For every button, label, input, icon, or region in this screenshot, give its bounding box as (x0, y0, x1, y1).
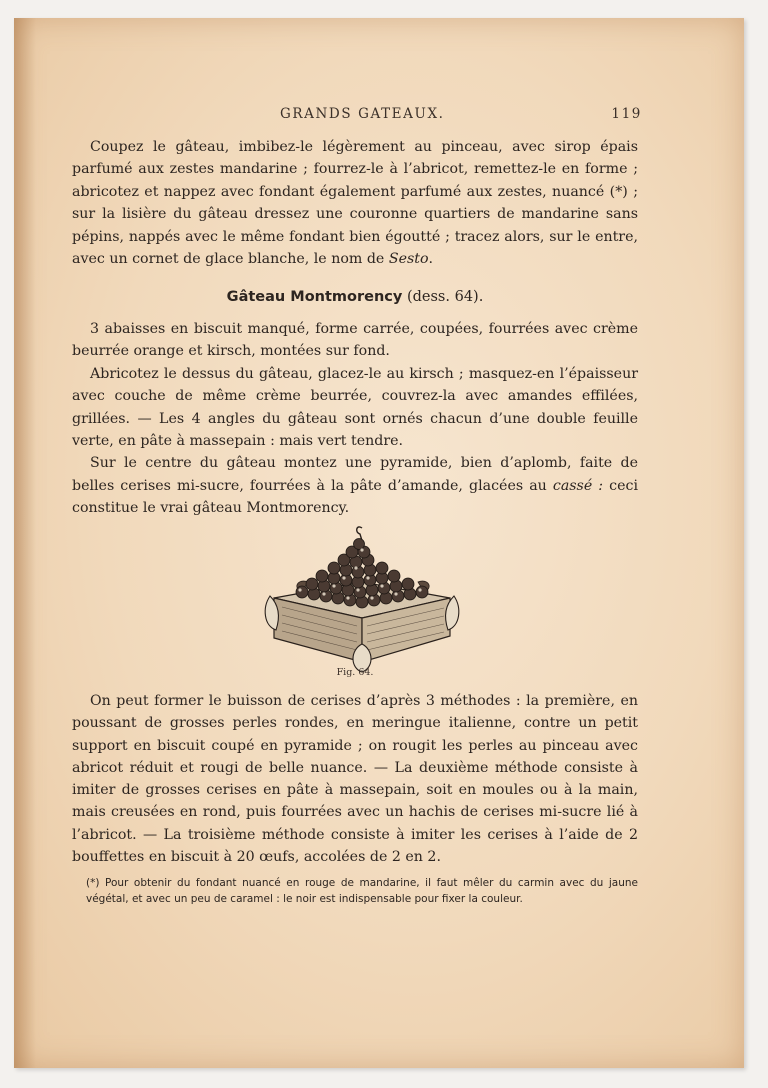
paragraph-abricotez: Abricotez le dessus du gâteau, glacez-le au kirsch ; masquez-en l’épaisseur avec couche de même crème beurrée, couvrez-la avec amandes effilées, grillées. — Les 4 angles du gâteau sont ornés chacun d’une double feuille verte, en pâte à massepain : mais vert tendre. (72, 365, 638, 450)
footnote (86, 875, 638, 908)
sesto-name: Sesto (388, 251, 429, 268)
casse-term: cassé : (552, 477, 604, 494)
paragraph-abaisses: 3 abaisses en biscuit manqué, forme carrée, coupées, fourrées avec crème beurrée orange et kirsch, montées sur fond. (72, 321, 638, 360)
methods-paragraph-block (72, 690, 638, 868)
figure-caption: Fig. 64. (336, 667, 374, 678)
pyramide-text-end: ceci constitue le vrai gâteau Montmorency. (72, 477, 638, 517)
montmorency-text-block (72, 318, 638, 520)
intro-paragraph-text: Coupez le gâteau, imbibez-le légèrement au pinceau, avec sirop épais parfumé aux zestes mandarine ; fourrez-le à l’abricot, remettez-le en forme ; abricotez et nappez avec fondant également parfumé aux zestes, nuancé (*) ; sur la lisière du gâteau dressez une couronne quartiers de mandarine sans pépins, nappés avec le même fondant bien égoutté ; tracez alors, sur le entre, avec un cornet de glace blanche, le nom de (72, 139, 638, 268)
paragraph-pyramide (72, 452, 638, 519)
section-title: Gâteau Montmorency (226, 289, 403, 305)
methods-paragraph: On peut former le buisson de cerises d’après 3 méthodes : la première, en poussant de grosses perles rondes, en meringue italienne, contre un petit support en biscuit coupé en pyramide ; on rougit les perles au pinceau avec abricot réduit et rougi de belle nuance. — La deuxième méthode consiste à imiter de grosses cerises en pâte à massepain, soit en moules ou à la main, mais creusées en rond, puis fourrées avec un hachis de cerises mi-sucre lié à l’abricot. — La troisième méthode consiste à imiter les cerises à l’aide de 2 bouffettes en biscuit à 20 œufs, accolées de 2 en 2. (72, 693, 638, 866)
running-title: GRANDS GATEAUX. (280, 106, 445, 122)
pyramide-text-start: Sur le centre du gâteau montez une pyramide, bien d’aplomb, faite de belles cerises mi-sucre, fourrées à la pâte d’amande, glacées au (72, 455, 638, 494)
intro-paragraph-block (72, 136, 638, 270)
page-number: 119 (611, 106, 642, 122)
section-ref: (dess. 64). (406, 289, 484, 305)
intro-end-punct: . (428, 251, 433, 268)
section-heading (72, 289, 638, 305)
intro-paragraph (72, 136, 638, 270)
footnote-text: (*) Pour obtenir du fondant nuancé en rouge de mandarine, il faut mêler du carmin avec du jaune végétal, et avec un peu de caramel : le noir est indispensable pour fixer la couleur. (86, 877, 638, 906)
